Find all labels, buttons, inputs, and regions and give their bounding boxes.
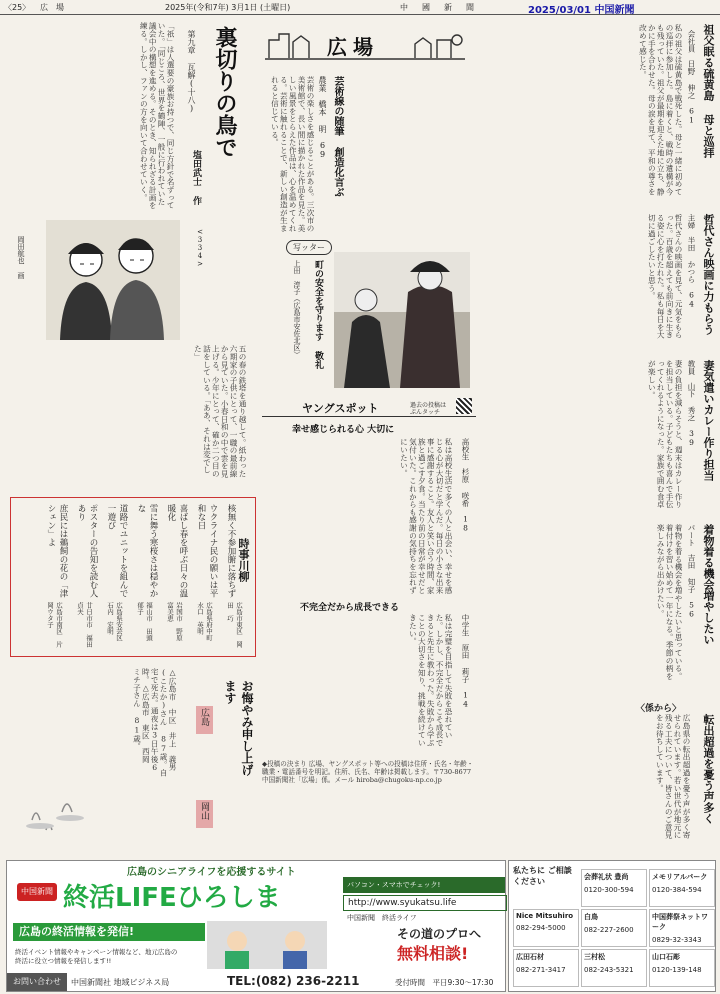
ad-search-hint: 中国新聞 終活ライフ (347, 914, 417, 922)
senryu-poem: ポスターの告知を読む人あり (76, 504, 98, 598)
young-spot-subtitle: 過去の投稿は ぷんタッチ (410, 402, 447, 416)
directory-entry-phone[interactable]: 0829-32-3343 (652, 936, 702, 944)
directory-entry-phone[interactable]: 082-243-5321 (584, 966, 634, 974)
letter4-title: 妻気遣いカレー作り担当 (702, 360, 715, 481)
directory-entry (581, 909, 647, 947)
issue-date: 2025年(令和7年) 3月1日 (土曜日) (165, 3, 291, 12)
directory-entry-name: 山口石彫 (652, 953, 680, 961)
letter3-title: 哲代さん映画に力もらう (702, 214, 715, 335)
serial-text-lower: 五の春の鉄塔を通り越して。紙わった六期家の子供にとって、一職の最前線から見ていた。小春日和の中で雲を見上げる。少年にとって、確か二つ目の話をしている。「ああ、それは変でした」 (193, 345, 247, 478)
photo-title: 町の安全を守ります 敬礼 (313, 260, 323, 369)
date-stamp: 2025/03/01 中国新聞 (528, 5, 635, 16)
directory-entry (513, 909, 579, 947)
directory-entry-phone[interactable]: 0120-139-148 (652, 966, 702, 974)
obituary-text: △広島市 中区 井上 義男(こたか)さん 87歳。自宅で死去。通夜は3日午後6時。△広島市 東区 西岡 ミチ子さん 81歳。 (132, 668, 177, 777)
editor-note-label: 〈係から〉 (636, 704, 682, 714)
letter6-title: 転出超過を憂う声多く (702, 714, 715, 824)
young1-body: 私は高校生活で多くの人と出会い、幸せを感じる心が大切だと学んだ。毎日の小さな出来事に感謝すること。友人と笑い合う時間、家族と過ごす夕食。当たり前の日常が幸せだと気付いた。これからも感謝の気持ちを忘れずにいたい。 (399, 438, 453, 594)
young1-title: 幸せ感じられる心 大切に (292, 425, 395, 435)
young2-author: 中学生 原田 莉子 14 (461, 614, 470, 709)
letter1-title: 芸術線の随筆 創造化言ぶ (332, 76, 343, 197)
reader-photo-box (280, 238, 472, 388)
directory-entry (581, 869, 647, 907)
page-number: 〈25〉 (4, 3, 31, 12)
lotus-decoration (20, 790, 90, 836)
serial-illustration (46, 220, 180, 340)
directory-entry (581, 949, 647, 987)
senryu-author: 広島県府中町 水口 英明 (196, 602, 213, 648)
ad-url[interactable]: http://www.syukatsu.life (343, 895, 507, 911)
posting-rules: ◆投稿の決まり 広場、ヤングスポット等への投稿は住所・氏名・年齢・職業・電話番号を明記。住所、氏名、年齢は掲載します。〒730-8677 中国新聞社「広場」係。メール hiroba@chugoku-np.co.jp (262, 760, 474, 784)
directory-entry-phone[interactable]: 0120-300-594 (584, 886, 634, 894)
ad-phone[interactable]: TEL:(082) 236-2211 (227, 974, 360, 988)
illustrator-credit: 岡田航也 画 (17, 236, 25, 279)
letter2-title: 祖父眠る硫黄島 母と巡拝 (702, 24, 715, 158)
serial-text-upper: 「祇」は人選要の豪族お持つで、同じ方針で名ずっていた。「同じころ、世界を鶴陣、一般に行われていた議会中の構想を進める。そのとき、知られざる計画を練る。しかし、ファンの方を向いて合わせていく。 (139, 22, 175, 210)
directory-entry-phone[interactable]: 082-271-3417 (516, 966, 566, 974)
ad-brand: 中国新聞 (17, 883, 57, 901)
ad-company: 中国新聞社 地域ビジネス局 (71, 978, 170, 987)
senryu-author: 広島県安芸区 石内 宏明 (106, 602, 123, 648)
senryu-poem: ウクライナ民の願いは平和な日 (196, 504, 218, 598)
paper-name: 中 國 新 聞 (400, 3, 477, 12)
illustration-figures (46, 220, 180, 340)
senryu-author: 廿日市市 福田 貞夫 (76, 602, 93, 654)
directory-entry (649, 869, 715, 907)
obituary-pref-okayama: 岡山 (196, 800, 213, 828)
directory-entry-name: 会葬礼状 豊尚 (584, 873, 629, 881)
ad-illustration (207, 921, 327, 969)
directory-entry (513, 949, 579, 987)
photo-image (334, 252, 470, 388)
shukatsu-ad[interactable] (6, 860, 506, 992)
directory-entry (649, 909, 715, 947)
senryu-poem: 雪に舞う寒桜さは穏やかな (136, 504, 158, 598)
directory-entry-phone[interactable]: 082-227-2600 (584, 926, 634, 934)
senryu-author: 広島市南区 片岡ウタ子 (46, 602, 63, 648)
ad-pro: その道のプロへ (397, 927, 482, 941)
ad-url-label: パソコン・スマホでチェック! (343, 877, 505, 893)
young-spot-header (262, 398, 476, 417)
page-header (0, 0, 720, 15)
letter4-author: 教員 山下 秀之 39 (687, 360, 696, 447)
letter5-title: 着物着る機会増やしたい (702, 524, 715, 645)
young2-body: 私は完璧を目指して失敗を恐れていた。しかし、不完全だからこそ成長できると先生に教わった。失敗から学ぶことの大切さを知り、挑戦を続けていきたい。 (408, 614, 453, 747)
photo-credit: 上田 淳子（広島市安佐北区） (293, 260, 301, 358)
obituary-pref-hiroshima: 広島 (196, 706, 213, 734)
directory-entry-name: 白鳥 (584, 913, 598, 921)
photo-label: 写ッター (286, 240, 332, 255)
ad-sub2: 終活に役立つ情報を発信します!! (15, 957, 112, 965)
letter3-body: 哲代さんの映画を見て、元気をもらった。百歳を超えても前向きに生きる姿に心を打たれた。私も毎日を大切に過ごしたいと思う。 (647, 214, 683, 339)
directory-entry-name: 中国葬祭ネットワーク (652, 913, 708, 931)
ad-hours: 受付時間 平日9:30～17:30 (395, 978, 494, 987)
senryu-author: 福山市 田頭 郁子 (136, 602, 153, 648)
young1-author: 高校生 杉原 咲希 18 (461, 438, 470, 533)
senryu-box (10, 497, 256, 657)
senryu-author: 岩国市 野原 富美恵 (166, 602, 183, 648)
senryu-author: 広島市東区 岡田 巧 (226, 602, 243, 648)
ad-sub1: 終活イベント情報やキャンペーン情報など、地元広島の (15, 948, 178, 956)
serial-author: 塩田武士 作 (191, 150, 201, 205)
ad-banner: 広島のシニアライフを応援するサイト (127, 867, 296, 878)
directory-entry (649, 949, 715, 987)
letter3-author: 主婦 半田 かつら 64 (687, 214, 696, 309)
young2-title: 不完全だから成長できる (300, 603, 400, 613)
letter5-body: 着物を着る機会を増やしたいと思っている。着付けを習い始めて一年になる。季節の柄を楽しみながら出かけたい。 (656, 524, 683, 680)
serial-number: <334> (196, 228, 204, 268)
directory-entry-name: メモリアルパーク (652, 873, 708, 881)
directory-entry-name: Nice Mitsuhiro (516, 912, 574, 920)
letter1-body: 芸術の楽しさを感じることがある。三次市の美術館で、長い間に描かれた作品を見た。美しい風景をとらえた作品は、心を温めてくれる。芸術に触れることで、新しい創造が生まれると信じている。 (270, 76, 315, 232)
qr-code-icon[interactable] (456, 398, 472, 414)
funeral-directory (508, 860, 716, 992)
obituary-title: お悔やみ申し上げます (223, 680, 254, 776)
letter5-author: パート 吉田 知子 56 (687, 524, 696, 619)
serial-chapter: 第九章 瓦解(十八) (187, 30, 196, 113)
senryu-poem: 核無く不参加腑に落ちず (226, 504, 236, 598)
directory-entry-phone[interactable]: 0120-384-594 (652, 886, 702, 894)
directory-entry-phone[interactable]: 082-294-5000 (516, 924, 566, 932)
hiroba-logo (265, 28, 465, 62)
young-spot-title: ヤングスポット (302, 402, 379, 415)
senryu-poem: 喜ばし春を呼ぶ日々の温暖化 (166, 504, 188, 598)
senryu-poem: 道路でユニットを組んで一遊び (106, 504, 128, 598)
serial-title: 裏切りの鳥で (212, 26, 238, 158)
ad-logo: 終活LIFEひろしま (63, 883, 281, 913)
senryu-poem: 庶民には鵜飼の花の「津シェン」よ (46, 504, 68, 598)
directory-entry-name: 三村松 (584, 953, 605, 961)
letter1-author: 農業 橋本 明 69 (318, 76, 327, 159)
ad-free-consult: 無料相談! (397, 944, 469, 963)
directory-entry-name: 広田石材 (516, 953, 544, 961)
letter6-body: 広島県の転出超過を憂う声が多く寄せられています。若い世代が地元に残る工夫について、皆さんのご意見をお待ちしています。 (655, 714, 691, 839)
hiroba-logo-text: 広場 (327, 35, 379, 59)
directory-title: 私たちに ご相談ください (513, 866, 572, 886)
ad-contact-label: お問い合わせ (7, 973, 67, 991)
section-name: 広 場 (40, 3, 64, 12)
letter2-body: 私の祖父は硫黄島で戦死した。母と一緒に初めての巡拝に参加した。島に着くと、戦時の遺構が今も残っていた。祖父が最期を迎えた地に立ち、静かに手を合わせた。母の涙を見て、平和の尊さを改めて感じた。 (638, 24, 683, 196)
letter4-body: 妻の負担を減らそうと、週末はカレー作りを担当している。子どもたちも喜んで手伝ってくれるようになった。家族で囲む食卓が楽しい。 (647, 360, 683, 509)
letter2-author: 会社員 日野 伸之 61 (687, 30, 696, 125)
ad-tagline: 広島の終活情報を発信! (13, 923, 205, 941)
senryu-title: 時事川柳 (237, 538, 250, 582)
